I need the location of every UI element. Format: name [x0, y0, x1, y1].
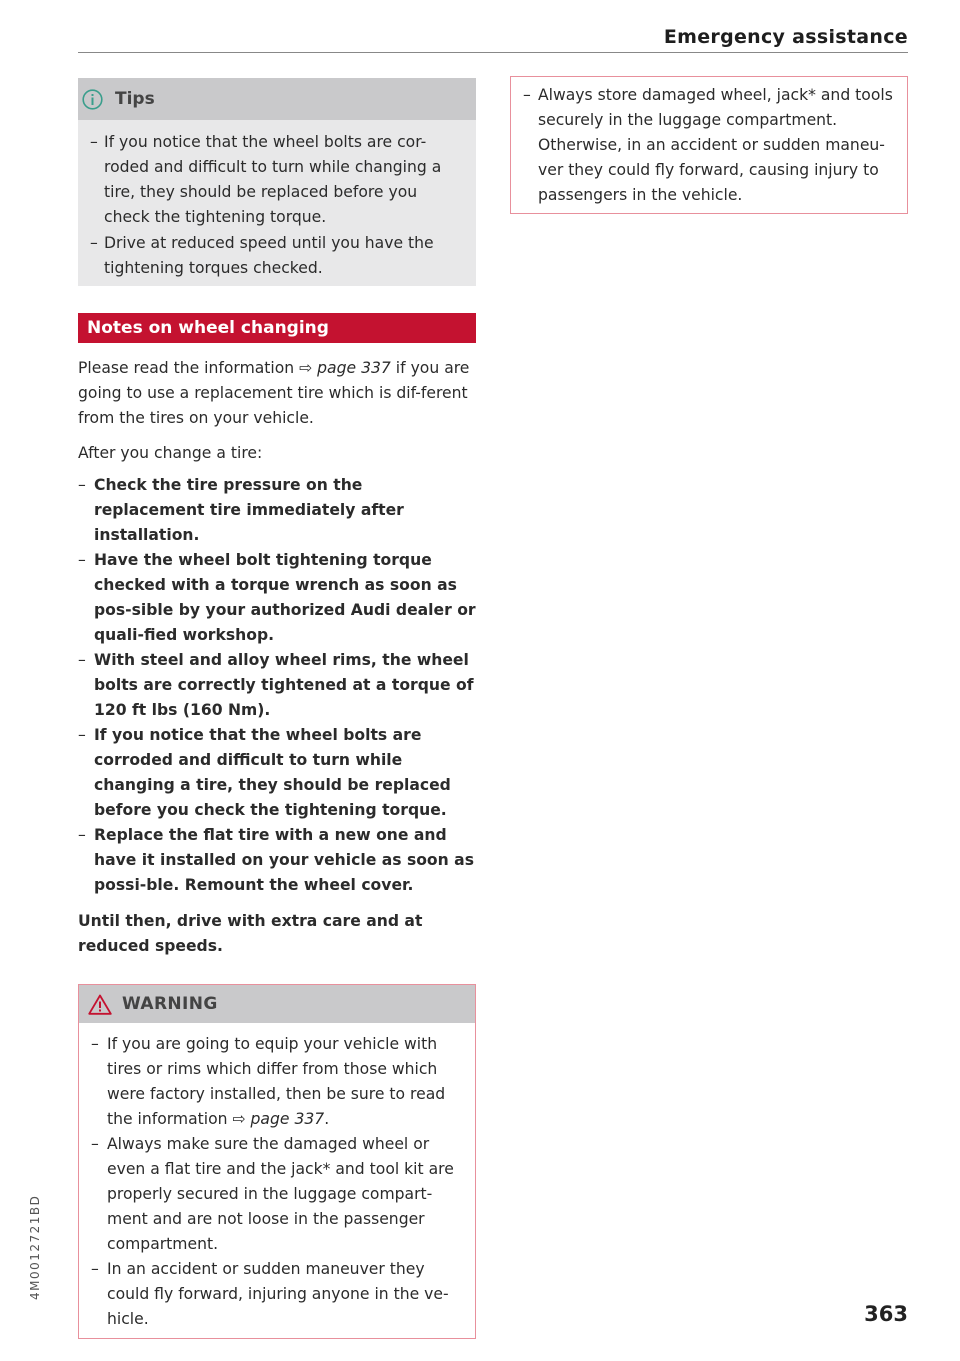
warning-item-text-end: . [324, 1110, 330, 1128]
tips-title: Tips [115, 89, 155, 109]
info-icon [82, 89, 103, 110]
side-document-code: 4M0012721BD [28, 1194, 42, 1300]
list-item-text: With steel and alloy wheel rims, the wheel bolts are correctly tightened at a torque of 120 ft lbs (160 Nm). [94, 651, 474, 719]
tips-list [78, 120, 476, 281]
warning-box [78, 984, 476, 1339]
section-heading: Notes on wheel changing [78, 313, 476, 343]
warning-item-text: Always store damaged wheel, jack* and tools securely in the luggage compartment. Otherwise, in an accident or sudden maneu-ver they could fly forward, causing injury to passengers in the vehicle. [538, 86, 893, 204]
intro-paragraph [78, 356, 476, 431]
right-column [510, 76, 908, 214]
page-reference-link[interactable]: ⇨ page 337 [232, 1110, 325, 1128]
list-item [78, 548, 476, 648]
warning-item [79, 1132, 461, 1257]
warning-item [79, 1257, 461, 1332]
tips-header [78, 78, 476, 120]
warning-triangle-icon [88, 994, 112, 1015]
list-item-text: If you notice that the wheel bolts are corroded and difficult to turn while changing a tire, they should be replaced before you check the tightening torque. [94, 726, 451, 819]
warning-continuation-box [510, 76, 908, 214]
dash-bullet: – [90, 234, 98, 252]
after-change-paragraph: After you change a tire: [78, 444, 263, 462]
tips-item-text: If you notice that the wheel bolts are cor-roded and difficult to turn while changing a tire, they should be replaced before you check the tightening torque. [104, 133, 442, 226]
warning-item-text: Always make sure the damaged wheel or even a flat tire and the jack* and tool kit are properly secured in the luggage compart-ment and are not loose in the passenger compartment. [107, 1135, 454, 1253]
intro-text-end: if you are going to use a replacement tire which is dif-ferent from the tires on your vehicle. [78, 359, 470, 427]
page-header-title: Emergency assistance [663, 26, 908, 48]
tips-item-text: Drive at reduced speed until you have the tightening torques checked. [104, 234, 434, 277]
warning-header [79, 985, 475, 1023]
dash-bullet: – [90, 133, 98, 151]
dash-bullet: – [523, 86, 531, 104]
warning-item-text: If you are going to equip your vehicle with tires or rims which differ from those which were factory installed, then be sure to read the information [107, 1035, 446, 1128]
dash-bullet: – [78, 551, 86, 569]
tips-item [78, 231, 466, 281]
dash-bullet: – [78, 476, 86, 494]
page-number: 363 [864, 1302, 908, 1326]
list-item [78, 723, 476, 823]
left-column [78, 78, 476, 1339]
list-item-text: Have the wheel bolt tightening torque checked with a torque wrench as soon as pos-sible by your authorized Audi dealer or quali-fied workshop. [94, 551, 476, 644]
page-reference-link[interactable]: ⇨ page 337 [299, 359, 391, 377]
list-item-text: Check the tire pressure on the replacement tire immediately after installation. [94, 476, 404, 544]
intro-text: Please read the information [78, 359, 300, 377]
warning-title: WARNING [122, 994, 218, 1014]
dash-bullet: – [91, 1260, 99, 1278]
dash-bullet: – [78, 726, 86, 744]
list-item [78, 473, 476, 548]
tips-item [78, 130, 466, 230]
warning-list [79, 1023, 475, 1338]
dash-bullet: – [78, 826, 86, 844]
warning-item-text: In an accident or sudden maneuver they could fly forward, injuring anyone in the ve-hicle. [107, 1260, 449, 1328]
warning-item [511, 83, 897, 208]
dash-bullet: – [91, 1135, 99, 1153]
dash-bullet: – [78, 651, 86, 669]
list-item [78, 648, 476, 723]
header-rule [78, 52, 908, 53]
final-note: Until then, drive with extra care and at reduced speeds. [78, 912, 423, 955]
instruction-list [78, 473, 476, 898]
list-item-text: Replace the flat tire with a new one and have it installed on your vehicle as soon as possi-ble. Remount the wheel cover. [94, 826, 474, 894]
tips-box [78, 78, 476, 286]
dash-bullet: – [91, 1035, 99, 1053]
warning-item [79, 1032, 461, 1132]
list-item [78, 823, 476, 898]
